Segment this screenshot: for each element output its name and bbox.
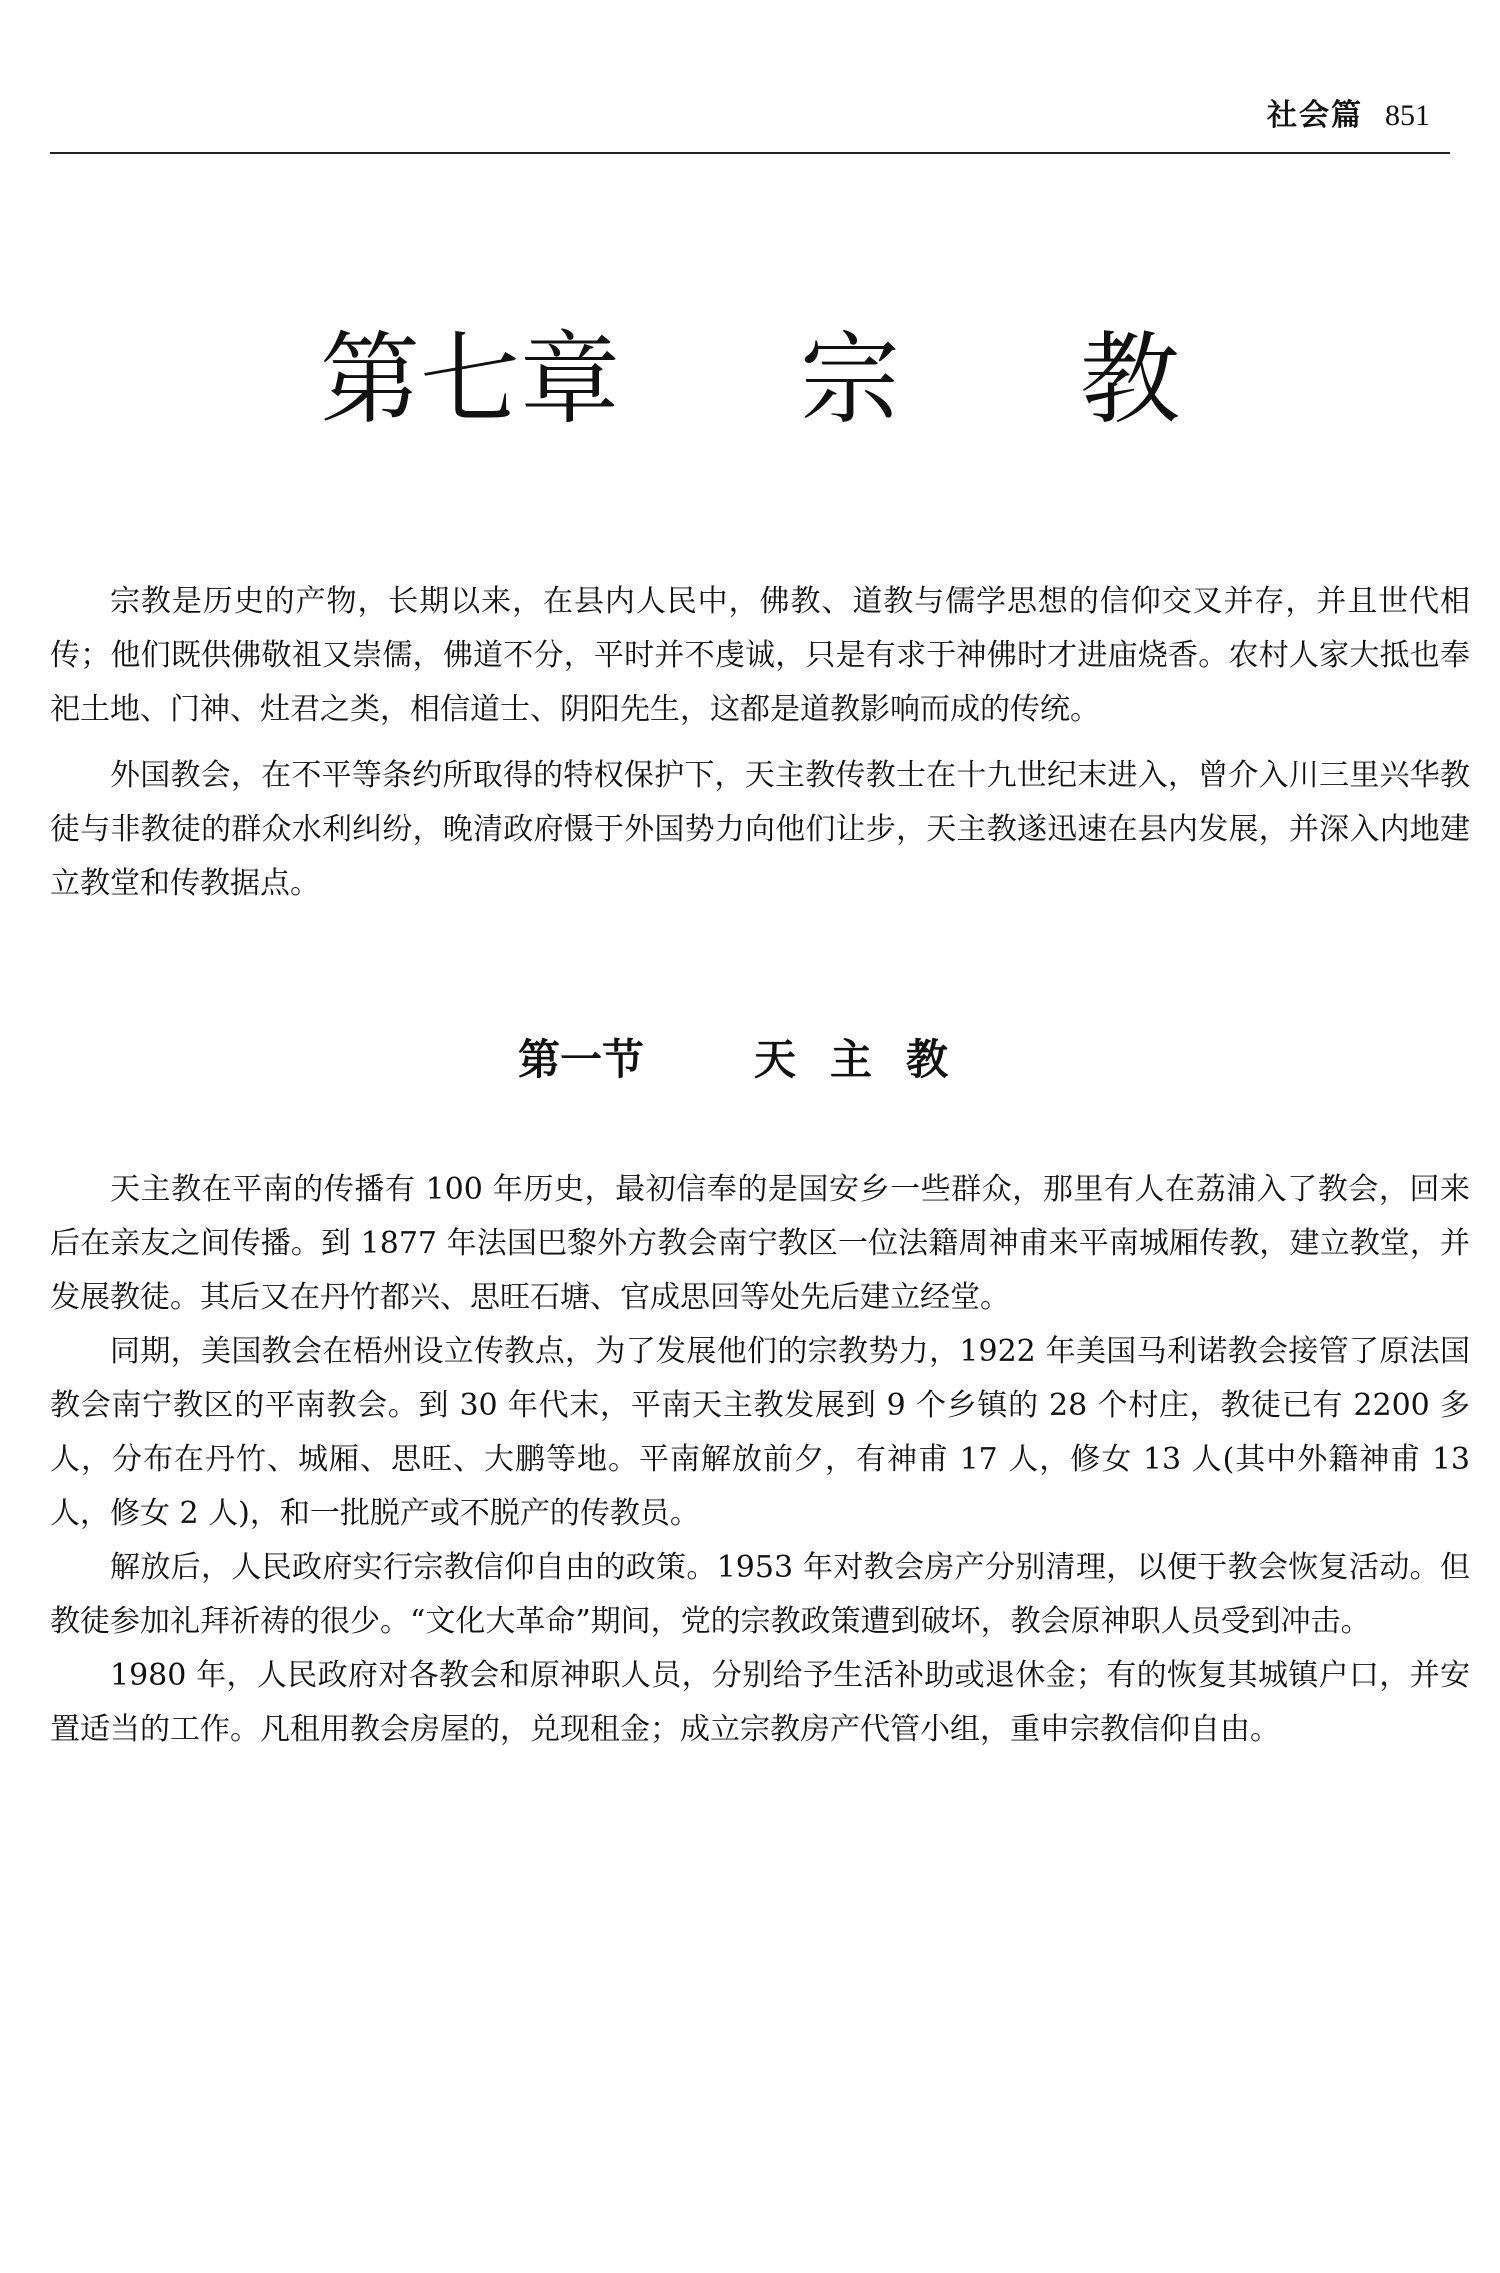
body-paragraph-2: 同期，美国教会在梧州设立传教点，为了发展他们的宗教势力，1922 年美国马利诺教会接管了原法国教会南宁教区的平南教会。到 30 年代末，平南天主教发展到 9 个乡镇的 28 个村庄，教徒已有 2200 多人，分布在丹竹、城厢、思旺、大鹏等地。平南解放前夕，有神甫 17 人，修女 13 人(其中外籍神甫 13 人，修女 2 人)，和一批脱产或不脱产的传教员。 (50, 1334, 1470, 1531)
body-paragraph-3: 解放后，人民政府实行宗教信仰自由的政策。1953 年对教会房产分别清理，以便于教会恢复活动。但教徒参加礼拜祈祷的很少。“文化大革命”期间，党的宗教政策遭到破坏，教会原神职人员受到冲击。 (50, 1550, 1470, 1639)
section-title (0, 1030, 1500, 1090)
section-number: 第一节 (517, 1035, 644, 1084)
chapter-title-char-1: 宗 (800, 321, 900, 438)
intro-paragraph-1: 宗教是历史的产物，长期以来，在县内人民中，佛教、道教与儒学思想的信仰交叉并存，并且世代相传；他们既供佛敬祖又崇儒，佛道不分，平时并不虔诚，只是有求于神佛时才进庙烧香。农村人家大抵也奉祀土地、门神、灶君之类，相信道士、阴阳先生，这都是道教影响而成的传统。 (50, 584, 1470, 727)
header-rule (50, 152, 1450, 154)
chapter-title-char-2: 教 (1080, 321, 1180, 438)
body-paragraph-1: 天主教在平南的传播有 100 年历史，最初信奉的是国安乡一些群众，那里有人在荔浦入了教会，回来后在亲友之间传播。到 1877 年法国巴黎外方教会南宁教区一位法籍周神甫来平南城厢传教，建立教堂，并发展教徒。其后又在丹竹都兴、思旺石塘、官成思回等处先后建立经堂。 (50, 1172, 1470, 1315)
page-number: 851 (1385, 99, 1430, 132)
running-header (1267, 98, 1430, 134)
body-paragraph-4: 1980 年，人民政府对各教会和原神职人员，分别给予生活补助或退休金；有的恢复其城镇户口，并安置适当的工作。凡租用教会房屋的，兑现租金；成立宗教房产代管小组，重申宗教信仰自由。 (50, 1658, 1470, 1747)
running-header-section: 社会篇 (1267, 98, 1363, 133)
chapter-title (0, 321, 1500, 438)
section-name: 天主教 (754, 1035, 983, 1084)
intro-text (50, 575, 1470, 911)
intro-paragraph-2: 外国教会，在不平等条约所取得的特权保护下，天主教传教士在十九世纪末进入，曾介入川三里兴华教徒与非教徒的群众水利纠纷，晚清政府慑于外国势力向他们让步，天主教遂迅速在县内发展，并深入内地建立教堂和传教据点。 (50, 758, 1470, 901)
chapter-number: 第七章 (320, 321, 620, 438)
section-body-text (50, 1163, 1470, 1757)
